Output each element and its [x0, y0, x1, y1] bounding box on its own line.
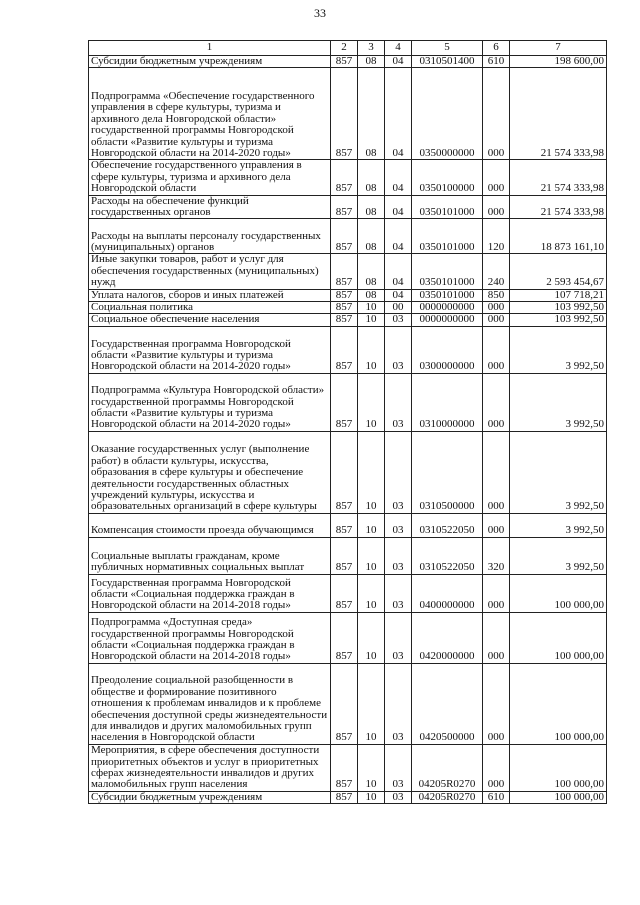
column-header: 4	[385, 41, 412, 56]
row-name-cell: Обеспечение государственного управления в сфере культуры, туризма и архивного дела Новгородской области	[89, 160, 331, 195]
row-amount-cell: 21 574 333,98	[510, 68, 607, 160]
table-row	[89, 431, 607, 513]
row-code-cell: 857	[331, 314, 358, 326]
row-code-cell: 10	[358, 431, 385, 513]
row-code-cell: 03	[385, 314, 412, 326]
row-amount-cell: 100 000,00	[510, 744, 607, 791]
row-code-cell: 0420500000	[412, 663, 483, 744]
row-amount-cell: 100 000,00	[510, 612, 607, 663]
table-row	[89, 326, 607, 373]
row-code-cell: 10	[358, 612, 385, 663]
page-number: 33	[314, 6, 326, 20]
budget-table	[88, 40, 607, 804]
row-amount-cell: 100 000,00	[510, 574, 607, 612]
row-code-cell: 10	[358, 537, 385, 574]
column-header: 7	[510, 41, 607, 56]
row-name-cell: Иные закупки товаров, работ и услуг для обеспечения государственных (муниципальных) нужд	[89, 254, 331, 289]
column-header: 2	[331, 41, 358, 56]
row-amount-cell: 100 000,00	[510, 791, 607, 803]
row-code-cell: 0350101000	[412, 289, 483, 301]
row-code-cell: 857	[331, 56, 358, 68]
row-code-cell: 03	[385, 612, 412, 663]
row-code-cell: 04	[385, 160, 412, 195]
row-code-cell: 000	[483, 744, 510, 791]
row-code-cell: 08	[358, 195, 385, 219]
row-code-cell: 03	[385, 744, 412, 791]
row-code-cell: 240	[483, 254, 510, 289]
row-name-cell: Компенсация стоимости проезда обучающимся	[89, 513, 331, 537]
table-row	[89, 289, 607, 301]
row-code-cell: 0300000000	[412, 326, 483, 373]
row-code-cell: 04	[385, 219, 412, 254]
row-code-cell: 000	[483, 574, 510, 612]
row-name-cell: Расходы на выплаты персоналу государственных (муниципальных) органов	[89, 219, 331, 254]
row-code-cell: 0310500000	[412, 431, 483, 513]
row-code-cell: 857	[331, 195, 358, 219]
row-code-cell: 857	[331, 68, 358, 160]
row-name-cell: Подпрограмма «Обеспечение государственного управления в сфере культуры, туризма и архивного дела Новгородской области» государственной программы Новгородской области «Развитие культуры и туризма Новгородской области на 2014-2020 годы»	[89, 68, 331, 160]
table-row	[89, 314, 607, 326]
column-header: 6	[483, 41, 510, 56]
row-code-cell: 857	[331, 289, 358, 301]
row-code-cell: 04	[385, 289, 412, 301]
row-amount-cell: 3 992,50	[510, 326, 607, 373]
row-name-cell: Социальная политика	[89, 302, 331, 314]
row-amount-cell: 3 992,50	[510, 431, 607, 513]
row-code-cell: 10	[358, 513, 385, 537]
row-code-cell: 857	[331, 326, 358, 373]
row-amount-cell: 107 718,21	[510, 289, 607, 301]
row-code-cell: 03	[385, 663, 412, 744]
row-code-cell: 04	[385, 68, 412, 160]
row-code-cell: 04	[385, 195, 412, 219]
row-code-cell: 03	[385, 574, 412, 612]
row-code-cell: 08	[358, 219, 385, 254]
row-code-cell: 10	[358, 574, 385, 612]
row-code-cell: 0350000000	[412, 68, 483, 160]
row-code-cell: 320	[483, 537, 510, 574]
row-name-cell: Субсидии бюджетным учреждениям	[89, 791, 331, 803]
row-code-cell: 610	[483, 791, 510, 803]
row-code-cell: 857	[331, 574, 358, 612]
row-code-cell: 03	[385, 373, 412, 431]
row-code-cell: 000	[483, 68, 510, 160]
row-code-cell: 08	[358, 56, 385, 68]
row-name-cell: Подпрограмма «Культура Новгородской области» государственной программы Новгородской области «Развитие культуры и туризма Новгородской области на 2014-2020 годы»	[89, 373, 331, 431]
row-amount-cell: 2 593 454,67	[510, 254, 607, 289]
row-code-cell: 03	[385, 513, 412, 537]
row-code-cell: 10	[358, 791, 385, 803]
row-code-cell: 0350101000	[412, 254, 483, 289]
table-row	[89, 302, 607, 314]
row-code-cell: 03	[385, 537, 412, 574]
row-amount-cell: 100 000,00	[510, 663, 607, 744]
row-amount-cell: 103 992,50	[510, 314, 607, 326]
row-code-cell: 857	[331, 302, 358, 314]
table-row	[89, 537, 607, 574]
row-code-cell: 857	[331, 373, 358, 431]
table-row	[89, 513, 607, 537]
row-code-cell: 857	[331, 431, 358, 513]
row-amount-cell: 21 574 333,98	[510, 160, 607, 195]
row-code-cell: 857	[331, 219, 358, 254]
row-code-cell: 120	[483, 219, 510, 254]
row-amount-cell: 103 992,50	[510, 302, 607, 314]
row-name-cell: Оказание государственных услуг (выполнение работ) в области культуры, искусства, образования в сфере культуры и обеспечение деятельности государственных областных учреждений культуры, искусства и образовательных организаций в сфере культуры	[89, 431, 331, 513]
row-code-cell: 857	[331, 160, 358, 195]
row-name-cell: Уплата налогов, сборов и иных платежей	[89, 289, 331, 301]
row-code-cell: 0310522050	[412, 513, 483, 537]
row-name-cell: Социальное обеспечение населения	[89, 314, 331, 326]
row-code-cell: 000	[483, 195, 510, 219]
row-code-cell: 10	[358, 744, 385, 791]
row-code-cell: 000	[483, 326, 510, 373]
row-code-cell: 04	[385, 254, 412, 289]
row-code-cell: 10	[358, 326, 385, 373]
row-code-cell: 10	[358, 314, 385, 326]
table-row	[89, 791, 607, 803]
row-amount-cell: 198 600,00	[510, 56, 607, 68]
row-code-cell: 03	[385, 326, 412, 373]
row-code-cell: 0000000000	[412, 302, 483, 314]
row-code-cell: 0400000000	[412, 574, 483, 612]
row-amount-cell: 3 992,50	[510, 373, 607, 431]
row-amount-cell: 18 873 161,10	[510, 219, 607, 254]
row-code-cell: 03	[385, 431, 412, 513]
row-amount-cell: 21 574 333,98	[510, 195, 607, 219]
row-code-cell: 857	[331, 537, 358, 574]
row-code-cell: 0420000000	[412, 612, 483, 663]
row-code-cell: 0310000000	[412, 373, 483, 431]
table-row	[89, 68, 607, 160]
row-code-cell: 857	[331, 663, 358, 744]
row-code-cell: 610	[483, 56, 510, 68]
row-code-cell: 000	[483, 431, 510, 513]
row-code-cell: 857	[331, 791, 358, 803]
row-amount-cell: 3 992,50	[510, 513, 607, 537]
row-code-cell: 03	[385, 791, 412, 803]
table-row	[89, 254, 607, 289]
row-code-cell: 000	[483, 513, 510, 537]
column-header: 3	[358, 41, 385, 56]
row-code-cell: 10	[358, 663, 385, 744]
row-code-cell: 04	[385, 56, 412, 68]
column-header: 1	[89, 41, 331, 56]
row-name-cell: Государственная программа Новгородской области «Развитие культуры и туризма Новгородской области на 2014-2020 годы»	[89, 326, 331, 373]
row-name-cell: Государственная программа Новгородской области «Социальная поддержка граждан в Новгородской области на 2014-2018 годы»	[89, 574, 331, 612]
row-code-cell: 857	[331, 513, 358, 537]
row-code-cell: 000	[483, 314, 510, 326]
table-header-row	[89, 41, 607, 56]
row-code-cell: 000	[483, 160, 510, 195]
row-code-cell: 857	[331, 254, 358, 289]
row-code-cell: 08	[358, 254, 385, 289]
row-name-cell: Преодоление социальной разобщенности в обществе и формирование позитивного отношения к проблемам инвалидов и к проблеме обеспечения доступной среды жизнедеятельности для инвалидов и других маломобильных групп населения в Новгородской области	[89, 663, 331, 744]
table-row	[89, 160, 607, 195]
table-row	[89, 744, 607, 791]
row-code-cell: 0310501400	[412, 56, 483, 68]
row-code-cell: 857	[331, 744, 358, 791]
table-row	[89, 219, 607, 254]
row-code-cell: 04205R0270	[412, 744, 483, 791]
table-row	[89, 195, 607, 219]
row-code-cell: 08	[358, 160, 385, 195]
row-code-cell: 08	[358, 68, 385, 160]
column-header: 5	[412, 41, 483, 56]
table-row	[89, 574, 607, 612]
row-code-cell: 0350101000	[412, 219, 483, 254]
row-name-cell: Расходы на обеспечение функций государственных органов	[89, 195, 331, 219]
row-code-cell: 000	[483, 663, 510, 744]
row-code-cell: 857	[331, 612, 358, 663]
row-amount-cell: 3 992,50	[510, 537, 607, 574]
row-code-cell: 00	[385, 302, 412, 314]
row-name-cell: Субсидии бюджетным учреждениям	[89, 56, 331, 68]
row-code-cell: 04205R0270	[412, 791, 483, 803]
row-code-cell: 000	[483, 612, 510, 663]
table-row	[89, 373, 607, 431]
row-code-cell: 10	[358, 302, 385, 314]
row-name-cell: Мероприятия, в сфере обеспечения доступности приоритетных объектов и услуг в приоритетных сферах жизнедеятельности инвалидов и других маломобильных групп населения	[89, 744, 331, 791]
row-code-cell: 10	[358, 373, 385, 431]
table-row	[89, 663, 607, 744]
table-row	[89, 612, 607, 663]
row-code-cell: 000	[483, 373, 510, 431]
row-code-cell: 0350100000	[412, 160, 483, 195]
row-name-cell: Подпрограмма «Доступная среда» государственной программы Новгородской области «Социальная поддержка граждан в Новгородской области на 2014-2018 годы»	[89, 612, 331, 663]
row-code-cell: 850	[483, 289, 510, 301]
table-row	[89, 56, 607, 68]
row-code-cell: 0000000000	[412, 314, 483, 326]
row-code-cell: 000	[483, 302, 510, 314]
row-code-cell: 0350101000	[412, 195, 483, 219]
row-code-cell: 08	[358, 289, 385, 301]
row-code-cell: 0310522050	[412, 537, 483, 574]
row-name-cell: Социальные выплаты гражданам, кроме публичных нормативных социальных выплат	[89, 537, 331, 574]
